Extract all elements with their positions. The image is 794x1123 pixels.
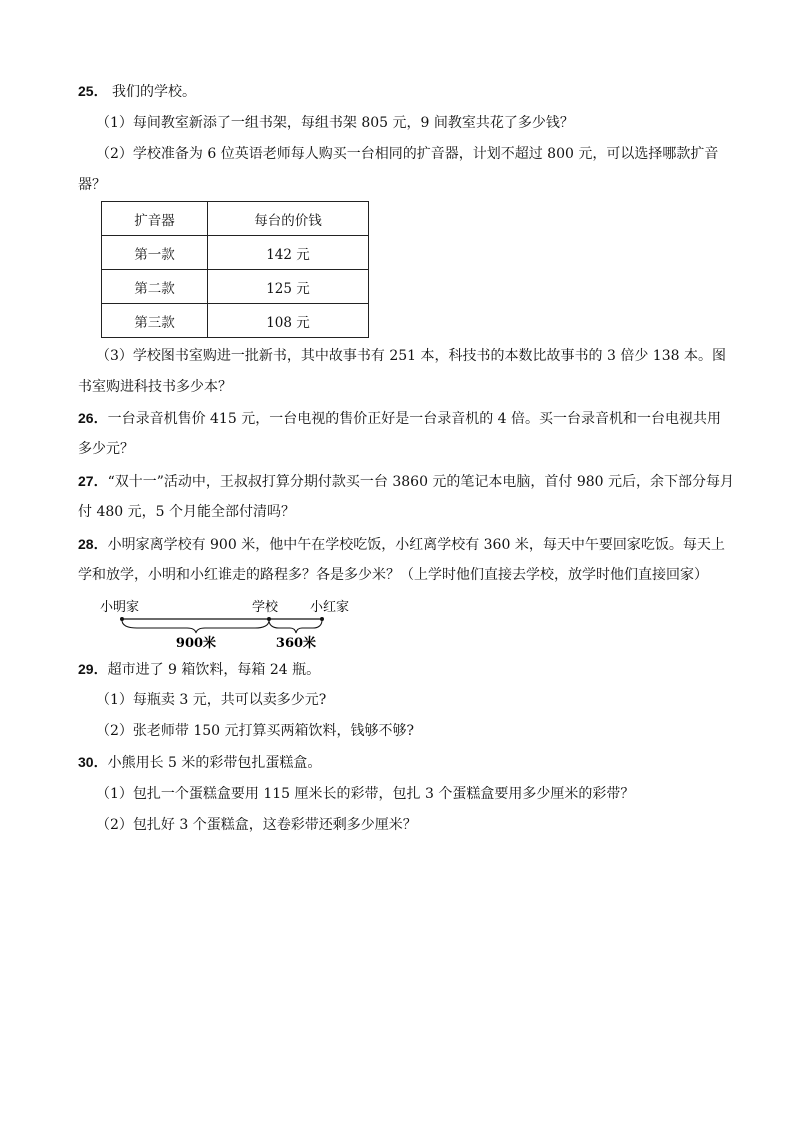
question-25-sub2-line1: （2）学校准备为 6 位英语老师每人购买一台相同的扩音器，计划不超过 800 元，可以选择哪款扩音 xyxy=(96,146,719,162)
table-header-cell: 每台的价钱 xyxy=(208,202,369,236)
question-25-sub2-line2: 器？ xyxy=(78,177,106,193)
question-text: 超市进了 9 箱饮料，每箱 24 瓶。 xyxy=(107,662,321,678)
question-text: 小明家离学校有 900 米，他中午在学校吃饭，小红离学校有 360 米，每天中午要回家吃饭。每天上 xyxy=(107,537,725,553)
label-xiaoming-home: 小明家 xyxy=(100,600,140,615)
question-number: 28． xyxy=(78,536,108,552)
table-row xyxy=(102,304,369,338)
point-xiaohong-home xyxy=(320,617,324,621)
question-number: 26． xyxy=(78,410,108,426)
brace-900 xyxy=(122,621,269,633)
table-row xyxy=(102,270,369,304)
distance-360-label: 360米 xyxy=(275,636,317,649)
table-cell: 第二款 xyxy=(102,270,208,304)
question-28-line1 xyxy=(78,534,725,555)
question-number: 25． xyxy=(78,83,108,99)
question-25-title xyxy=(78,81,196,102)
question-30-sub2: （2）包扎好 3 个蛋糕盒，这卷彩带还剩多少厘米？ xyxy=(96,817,417,833)
point-school xyxy=(267,617,271,621)
question-27-line1 xyxy=(78,471,734,492)
point-xiaoming-home xyxy=(120,617,124,621)
question-text: 我们的学校。 xyxy=(112,84,197,100)
question-30-title xyxy=(78,752,321,773)
distance-diagram xyxy=(95,597,365,649)
question-number: 27． xyxy=(78,473,108,489)
label-school: 学校 xyxy=(252,600,279,615)
table-header-cell: 扩音器 xyxy=(102,202,208,236)
question-30-sub1: （1）包扎一个蛋糕盒要用 115 厘米长的彩带，包扎 3 个蛋糕盒要用多少厘米的彩带？ xyxy=(96,786,635,802)
table-cell: 125 元 xyxy=(208,270,369,304)
speaker-price-table xyxy=(101,201,369,338)
question-25-sub3-line2: 书室购进科技书多少本？ xyxy=(78,379,232,395)
label-xiaohong-home: 小红家 xyxy=(310,600,350,615)
question-27-line2: 付 480 元，5 个月能全部付清吗？ xyxy=(78,504,295,520)
question-28-line2: 学和放学，小明和小红谁走的路程多？各是多少米？（上学时他们直接去学校，放学时他们直接回家） xyxy=(78,567,708,583)
brace-360 xyxy=(269,621,322,633)
table-cell: 142 元 xyxy=(208,236,369,270)
table-cell: 第一款 xyxy=(102,236,208,270)
question-text: 小熊用长 5 米的彩带包扎蛋糕盒。 xyxy=(107,755,322,771)
question-25-sub1: （1）每间教室新添了一组书架，每组书架 805 元，9 间教室共花了多少钱？ xyxy=(96,115,574,131)
table-row xyxy=(102,236,369,270)
table-cell: 108 元 xyxy=(208,304,369,338)
question-26-line2: 多少元？ xyxy=(78,441,134,457)
question-29-title xyxy=(78,659,320,680)
question-number: 30． xyxy=(78,754,108,770)
table-header-row xyxy=(102,202,369,236)
question-number: 29． xyxy=(78,661,108,677)
table-cell: 第三款 xyxy=(102,304,208,338)
question-text: 一台录音机售价 415 元，一台电视的售价正好是一台录音机的 4 倍。买一台录音机和一台电视共用 xyxy=(107,411,722,427)
question-29-sub2: （2）张老师带 150 元打算买两箱饮料，钱够不够? xyxy=(96,723,415,739)
distance-900-label: 900米 xyxy=(175,636,217,649)
question-26-line1 xyxy=(78,408,721,429)
question-text: “双十一”活动中，王叔叔打算分期付款买一台 3860 元的笔记本电脑，首付 980 元后，余下部分每月 xyxy=(107,474,735,490)
question-25-sub3-line1: （3）学校图书室购进一批新书，其中故事书有 251 本，科技书的本数比故事书的 3 倍少 138 本。图 xyxy=(96,348,726,364)
question-29-sub1: （1）每瓶卖 3 元，共可以卖多少元? xyxy=(96,692,327,708)
